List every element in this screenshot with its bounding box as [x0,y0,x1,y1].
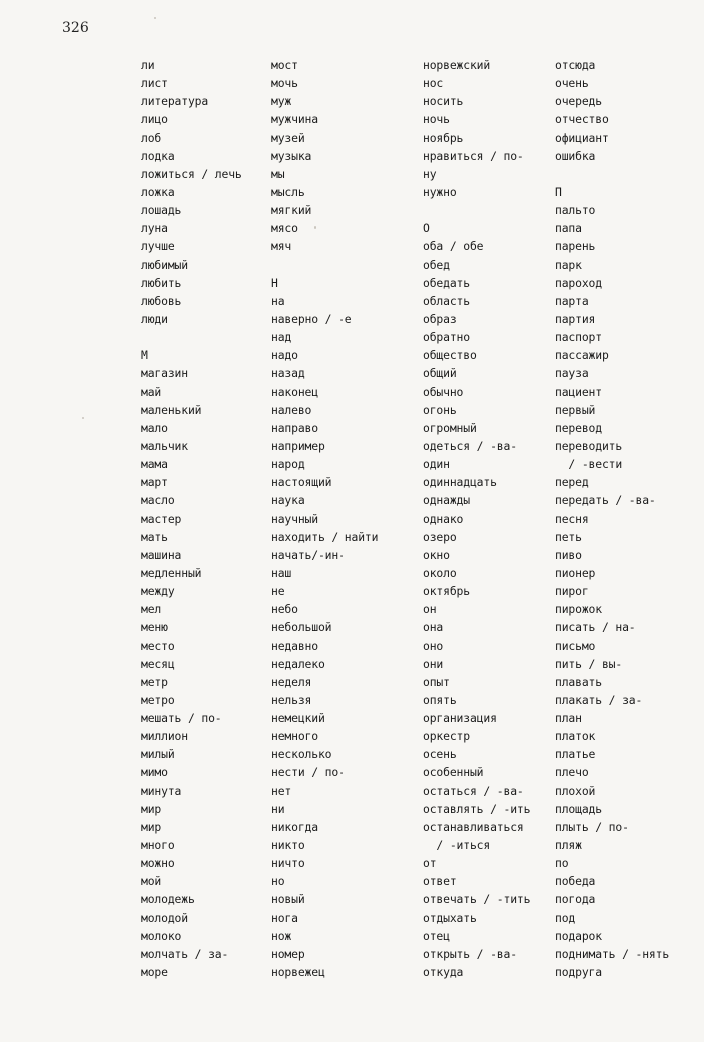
word-entry: ложка [141,184,175,199]
word-entry: луна [141,221,168,236]
word-entry: ошибка [555,148,596,163]
word-entry: под [555,910,576,925]
word-entry: пить / вы- [555,656,623,671]
word-entry: очередь [555,94,602,109]
word-entry: норвежец [271,965,325,980]
word-entry: они [423,656,444,671]
word-entry: письмо [555,638,596,653]
word-entry: ли [141,58,155,72]
word-entry: небо [271,602,298,617]
word-entry: много [141,838,175,853]
word-entry: оркестр [423,729,470,744]
word-entry: мимо [141,765,168,780]
word-entry: пирог [555,584,589,599]
word-entry: неделя [271,674,312,689]
word-entry: подруга [555,965,602,980]
word-entry: май [141,384,162,399]
word-entry: любимый [141,257,188,272]
word-entry: от [423,856,437,871]
word-entry: мягкий [271,203,312,218]
word-entry: можно [141,856,175,871]
word-entry: пирожок [555,602,602,617]
word-entry: молодой [141,910,188,925]
word-entry: новый [271,892,305,907]
word-entry: плечо [555,765,589,780]
word-entry: метро [141,692,175,707]
word-entry: О [423,221,430,236]
word-entry: пиво [555,547,582,562]
word-entry: официант [555,130,609,145]
word-entry: оба / обе [423,239,484,254]
word-column-1 [141,56,242,981]
word-entry: нести / по- [271,765,345,780]
word-entry: образ [423,311,457,326]
word-entry: открыть / -ва- [423,946,517,961]
word-entry: ноябрь [423,130,464,145]
word-entry: передать / -ва- [555,493,656,508]
word-entry: любить [141,275,182,290]
word-entry: подарок [555,928,602,943]
word-entry: отец [423,928,450,943]
word-entry: мой [141,874,162,889]
word-entry: недалеко [271,656,325,671]
word-entry: / -иться [423,838,491,853]
word-entry: номер [271,946,305,961]
word-entry: март [141,475,168,490]
word-column-4 [555,56,669,981]
word-entry: одеться / -ва- [423,438,517,453]
word-entry: петь [555,529,582,544]
word-entry: пароход [555,275,602,290]
word-entry: минута [141,783,182,798]
word-entry: наконец [271,384,318,399]
word-entry: отсюда [555,58,596,72]
word-entry: молоко [141,928,182,943]
word-entry: очень [555,76,589,91]
word-entry: мясо [271,221,298,236]
page-number: 326 [62,20,89,36]
word-entry: меню [141,620,168,635]
word-entry: победа [555,874,596,889]
word-entry: плавать [555,674,602,689]
word-entry: немного [271,729,318,744]
word-entry: мама [141,457,168,472]
word-entry: мочь [271,76,298,91]
word-entry: папа [555,221,582,236]
word-entry: партия [555,311,596,326]
word-entry: оставлять / -ить [423,801,531,816]
word-entry: лоб [141,130,162,145]
word-entry: план [555,711,582,726]
word-entry: мяч [271,239,292,254]
word-entry: лицо [141,112,168,127]
word-entry: обратно [423,330,470,345]
word-entry: молчать / за- [141,946,229,961]
word-entry: пляж [555,838,582,853]
word-entry: мало [141,420,168,435]
word-entry: платье [555,747,596,762]
word-entry: никто [271,838,305,853]
word-entry: нож [271,928,292,943]
word-entry: научный [271,511,318,526]
word-entry: наш [271,565,292,580]
blank-line [271,256,378,274]
word-entry: один [423,457,450,472]
word-entry: медленный [141,565,202,580]
word-entry: остаться / -ва- [423,783,524,798]
word-entry: площадь [555,801,602,816]
word-entry: общий [423,366,457,381]
word-entry: музыка [271,148,312,163]
word-entry: лодка [141,148,175,163]
word-entry: маленький [141,402,202,417]
word-entry: люди [141,311,168,326]
paper-speck [314,226,316,229]
word-entry: мир [141,801,162,816]
word-entry: останавливаться [423,819,524,834]
word-entry: надо [271,348,298,363]
word-entry: между [141,584,175,599]
word-entry: нос [423,76,444,91]
word-entry: но [271,874,285,889]
word-entry: лошадь [141,203,182,218]
word-entry: магазин [141,366,188,381]
word-column-2 [271,56,378,981]
word-entry: перевод [555,420,602,435]
word-entry: перед [555,475,589,490]
word-entry: настоящий [271,475,332,490]
word-entry: парта [555,293,589,308]
word-column-3 [423,56,530,981]
word-entry: / -вести [555,457,623,472]
word-entry: на [271,293,285,308]
word-entry: мастер [141,511,182,526]
word-entry: мир [141,819,162,834]
word-entry: нужно [423,184,457,199]
word-entry: нет [271,783,292,798]
word-entry: наука [271,493,305,508]
word-entry: огонь [423,402,457,417]
word-entry: озеро [423,529,457,544]
word-entry: ночь [423,112,450,127]
word-entry: море [141,965,168,980]
word-entry: песня [555,511,589,526]
word-entry: например [271,438,325,453]
word-entry: отдыхать [423,910,477,925]
word-entry: она [423,620,444,635]
word-entry: оно [423,638,444,653]
word-entry: огромный [423,420,477,435]
blank-line [423,201,530,219]
word-entry: носить [423,94,464,109]
word-entry: не [271,584,285,599]
word-entry: милый [141,747,175,762]
word-entry: небольшой [271,620,332,635]
word-entry: организация [423,711,497,726]
word-entry: лист [141,76,168,91]
word-entry: ни [271,801,285,816]
word-entry: ложиться / лечь [141,166,242,181]
word-entry: миллион [141,729,188,744]
paper-speck [154,17,156,19]
word-entry: любовь [141,293,182,308]
word-entry: наверно / -е [271,311,352,326]
word-entry: метр [141,674,168,689]
word-entry: начать/-ин- [271,547,345,562]
word-entry: М [141,348,148,363]
word-entry: пассажир [555,348,609,363]
word-entry: обычно [423,384,464,399]
word-entry: особенный [423,765,484,780]
word-entry: масло [141,493,175,508]
word-entry: направо [271,420,318,435]
word-entry: опыт [423,674,450,689]
word-entry: парень [555,239,596,254]
paper-speck [82,417,84,419]
word-entry: над [271,330,292,345]
word-entry: месяц [141,656,175,671]
word-entry: молодежь [141,892,195,907]
word-entry: народ [271,457,305,472]
word-entry: пальто [555,203,596,218]
word-entry: плакать / за- [555,692,643,707]
word-entry: назад [271,366,305,381]
word-entry: обедать [423,275,470,290]
word-entry: норвежский [423,58,491,72]
word-entry: музей [271,130,305,145]
word-entry: откуда [423,965,464,980]
word-entry: по [555,856,569,871]
word-entry: мать [141,529,168,544]
word-entry: однажды [423,493,470,508]
word-entry: около [423,565,457,580]
word-entry: немецкий [271,711,325,726]
word-entry: лучше [141,239,175,254]
word-entry: несколько [271,747,332,762]
word-entry: погода [555,892,596,907]
word-entry: налево [271,402,312,417]
word-entry: плохой [555,783,596,798]
word-entry: отчество [555,112,609,127]
word-entry: пациент [555,384,602,399]
word-entry: ничто [271,856,305,871]
word-entry: нравиться / по- [423,148,524,163]
word-entry: П [555,184,562,199]
word-entry: ну [423,166,437,181]
word-entry: нельзя [271,692,312,707]
word-entry: машина [141,547,182,562]
word-entry: пионер [555,565,596,580]
word-entry: он [423,602,437,617]
word-entry: платок [555,729,596,744]
word-entry: область [423,293,470,308]
blank-line [141,328,242,346]
word-entry: писать / на- [555,620,636,635]
word-entry: мы [271,166,285,181]
word-entry: опять [423,692,457,707]
word-entry: мысль [271,184,305,199]
word-entry: нога [271,910,298,925]
word-entry: муж [271,94,292,109]
word-entry: окно [423,547,450,562]
word-entry: Н [271,275,278,290]
word-entry: литература [141,94,209,109]
word-entry: одиннадцать [423,475,497,490]
word-entry: плыть / по- [555,819,629,834]
word-entry: мешать / по- [141,711,222,726]
word-entry: пауза [555,366,589,381]
word-entry: недавно [271,638,318,653]
blank-line [555,165,669,183]
word-entry: обед [423,257,450,272]
word-entry: ответ [423,874,457,889]
word-entry: общество [423,348,477,363]
word-entry: первый [555,402,596,417]
word-entry: мел [141,602,162,617]
word-entry: никогда [271,819,318,834]
word-entry: мальчик [141,438,188,453]
word-entry: поднимать / -нять [555,946,670,961]
word-entry: однако [423,511,464,526]
word-entry: место [141,638,175,653]
word-entry: мост [271,58,298,72]
word-entry: парк [555,257,582,272]
word-entry: находить / найти [271,529,379,544]
word-entry: мужчина [271,112,318,127]
word-entry: паспорт [555,330,602,345]
word-entry: переводить [555,438,623,453]
word-entry: отвечать / -тить [423,892,531,907]
word-entry: октябрь [423,584,470,599]
word-entry: осень [423,747,457,762]
